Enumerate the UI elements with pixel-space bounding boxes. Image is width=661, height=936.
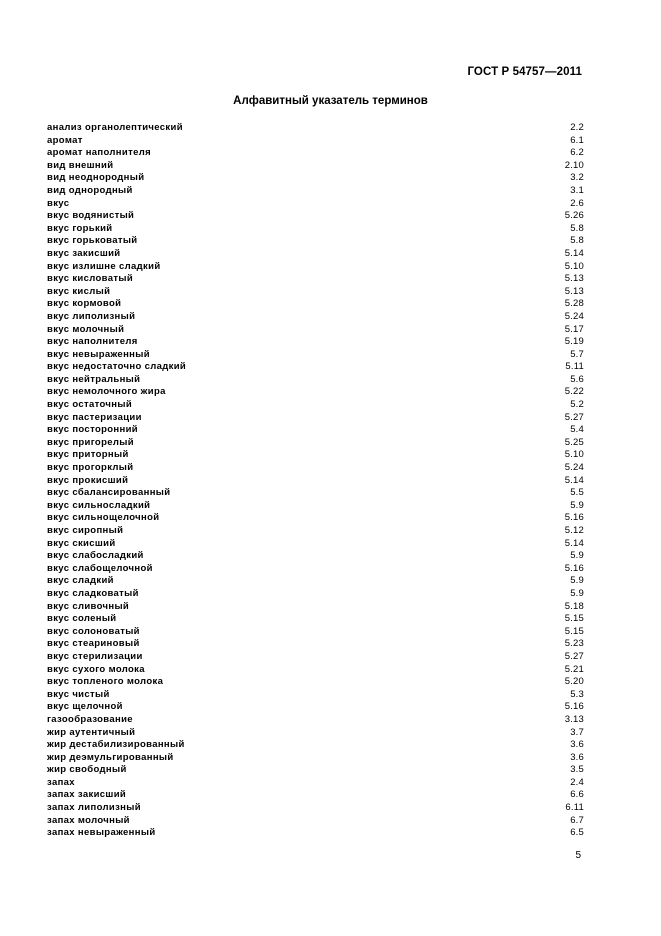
index-term: вкус пригорелый — [47, 436, 134, 448]
index-term: вкус соленый — [47, 613, 117, 625]
index-entry — [47, 172, 584, 185]
index-term: вкус закисший — [47, 247, 121, 259]
index-reference: 5.15 — [564, 625, 584, 637]
index-term: вид внешний — [47, 159, 114, 171]
index-reference: 5.28 — [564, 298, 584, 310]
index-entry — [47, 298, 584, 311]
index-reference: 5.22 — [564, 386, 584, 398]
index-term: вкус кормовой — [47, 298, 122, 310]
index-entry — [47, 500, 584, 513]
index-reference: 5.21 — [564, 663, 584, 675]
index-reference: 6.7 — [570, 814, 584, 826]
index-reference: 5.13 — [564, 273, 584, 285]
index-reference: 5.14 — [564, 247, 584, 259]
index-term: вкус нейтральный — [47, 373, 141, 385]
index-term: вкус сладкий — [47, 575, 114, 587]
index-term: вкус сладковатый — [47, 587, 139, 599]
index-term: вкус — [47, 197, 70, 209]
standard-number: ГОСТ Р 54757—2011 — [467, 66, 582, 78]
index-term: вкус кислый — [47, 285, 111, 297]
index-entry — [47, 525, 584, 538]
index-entry — [47, 651, 584, 664]
index-reference: 3.13 — [564, 713, 584, 725]
index-term: вкус посторонний — [47, 424, 138, 436]
index-reference: 5.9 — [570, 550, 584, 562]
index-term: вкус невыраженный — [47, 348, 150, 360]
index-entry — [47, 815, 584, 828]
page-title: Алфавитный указатель терминов — [233, 95, 428, 107]
index-reference: 5.14 — [564, 474, 584, 486]
index-reference: 5.9 — [570, 575, 584, 587]
index-reference: 5.24 — [564, 310, 584, 322]
index-term: вкус наполнителя — [47, 336, 138, 348]
index-term: вкус сильносладкий — [47, 499, 151, 511]
index-term: вкус излишне сладкий — [47, 260, 161, 272]
index-entry — [47, 777, 584, 790]
index-term: вкус молочный — [47, 323, 125, 335]
index-reference: 2.6 — [570, 197, 584, 209]
index-entry — [47, 538, 584, 551]
index-reference: 5.15 — [564, 613, 584, 625]
index-entry — [47, 563, 584, 576]
index-reference: 5.27 — [564, 650, 584, 662]
index-entry — [47, 664, 584, 677]
index-term: вкус щелочной — [47, 701, 123, 713]
index-reference: 3.7 — [570, 726, 584, 738]
index-term: вкус водянистый — [47, 210, 135, 222]
index-entry — [47, 210, 584, 223]
index-term: жир деэмульгированный — [47, 751, 174, 763]
index-reference: 5.6 — [570, 373, 584, 385]
index-reference: 2.10 — [564, 159, 584, 171]
index-reference: 3.6 — [570, 739, 584, 751]
index-reference: 3.1 — [570, 184, 584, 196]
index-reference: 5.2 — [570, 399, 584, 411]
index-term: вкус сбалансированный — [47, 487, 171, 499]
index-term: запах — [47, 776, 75, 788]
index-entry — [47, 248, 584, 261]
index-term: вкус солоноватый — [47, 625, 140, 637]
index-term: запах молочный — [47, 814, 130, 826]
index-term: вкус сливочный — [47, 600, 130, 612]
index-reference: 5.3 — [570, 688, 584, 700]
index-entry — [47, 449, 584, 462]
index-entry — [47, 827, 584, 840]
index-entry — [47, 575, 584, 588]
index-reference: 5.27 — [564, 411, 584, 423]
index-entry — [47, 789, 584, 802]
index-entry — [47, 235, 584, 248]
index-entry — [47, 261, 584, 274]
index-term: вкус липолизный — [47, 310, 136, 322]
index-term: аромат наполнителя — [47, 147, 151, 159]
index-reference: 5.7 — [570, 348, 584, 360]
index-reference: 5.10 — [564, 449, 584, 461]
index-term: вкус стеариновый — [47, 638, 140, 650]
index-reference: 5.16 — [564, 701, 584, 713]
index-reference: 5.12 — [564, 525, 584, 536]
index-term: вкус недостаточно сладкий — [47, 361, 187, 373]
index-entry — [47, 311, 584, 324]
index-reference: 6.2 — [570, 147, 584, 159]
index-entry — [47, 386, 584, 399]
index-term: вкус горьковатый — [47, 235, 138, 247]
index-term: запах закисший — [47, 789, 127, 801]
index-term: вкус стерилизации — [47, 650, 143, 662]
index-reference: 5.13 — [564, 285, 584, 297]
index-reference: 5.16 — [564, 562, 584, 574]
index-term: вкус слабощелочной — [47, 562, 153, 574]
index-entry — [47, 626, 584, 639]
index-reference: 5.20 — [564, 676, 584, 688]
index-term: газообразование — [47, 713, 133, 725]
index-entry — [47, 374, 584, 387]
index-reference: 5.23 — [564, 638, 584, 650]
index-reference: 2.4 — [570, 776, 584, 788]
index-reference: 5.26 — [564, 210, 584, 222]
index-entry — [47, 802, 584, 815]
index-term: вкус приторный — [47, 449, 129, 461]
index-reference: 5.25 — [564, 436, 584, 448]
index-term: вкус чистый — [47, 688, 110, 700]
index-term: вкус горький — [47, 222, 113, 234]
index-term: вкус топленого молока — [47, 676, 164, 688]
index-entry — [47, 601, 584, 614]
index-entry — [47, 286, 584, 299]
index-entry — [47, 676, 584, 689]
index-term: вкус прогорклый — [47, 462, 134, 474]
index-reference: 5.16 — [564, 512, 584, 524]
index-term: вкус слабосладкий — [47, 550, 144, 562]
index-term: вкус прокисший — [47, 474, 129, 486]
index-entry — [47, 185, 584, 198]
index-entry — [47, 475, 584, 488]
index-reference: 5.18 — [564, 600, 584, 612]
index-term: вид неоднородный — [47, 172, 145, 184]
index-term: запах липолизный — [47, 802, 141, 814]
index-entry — [47, 714, 584, 727]
index-reference: 5.14 — [564, 537, 584, 549]
index-entry — [47, 638, 584, 651]
index-entry — [47, 512, 584, 525]
index-entry — [47, 739, 584, 752]
index-reference: 5.24 — [564, 462, 584, 474]
index-term: вкус сиропный — [47, 525, 124, 536]
index-entry — [47, 198, 584, 211]
index-reference: 6.5 — [570, 827, 584, 839]
index-term: вкус скисший — [47, 537, 116, 549]
index-reference: 6.1 — [570, 134, 584, 146]
index-term: вкус немолочного жира — [47, 386, 166, 398]
index-term: запах невыраженный — [47, 827, 156, 839]
index-reference: 5.9 — [570, 587, 584, 599]
index-entry — [47, 412, 584, 425]
index-reference: 5.11 — [565, 361, 584, 373]
page-number: 5 — [575, 850, 581, 861]
index-reference: 5.10 — [564, 260, 584, 272]
index-term: вкус сухого молока — [47, 663, 145, 675]
index-entry — [47, 424, 584, 437]
terms-index-list — [47, 122, 584, 840]
index-term: жир свободный — [47, 764, 127, 776]
index-entry — [47, 336, 584, 349]
index-term: вкус остаточный — [47, 399, 133, 411]
index-term: анализ органолептический — [47, 122, 183, 133]
index-entry — [47, 462, 584, 475]
index-entry — [47, 701, 584, 714]
index-reference: 5.5 — [570, 487, 584, 499]
index-entry — [47, 588, 584, 601]
index-entry — [47, 349, 584, 362]
index-reference: 3.5 — [570, 764, 584, 776]
index-reference: 3.6 — [570, 751, 584, 763]
index-entry — [47, 399, 584, 412]
index-entry — [47, 273, 584, 286]
index-term: вид однородный — [47, 184, 133, 196]
index-reference: 6.11 — [565, 802, 584, 814]
index-term: жир аутентичный — [47, 726, 136, 738]
index-term: вкус сильнощелочной — [47, 512, 160, 524]
index-reference: 3.2 — [570, 172, 584, 184]
index-entry — [47, 147, 584, 160]
index-entry — [47, 764, 584, 777]
index-entry — [47, 223, 584, 236]
index-reference: 5.8 — [570, 222, 584, 234]
index-term: вкус пастеризации — [47, 411, 142, 423]
index-entry — [47, 752, 584, 765]
index-reference: 6.6 — [570, 789, 584, 801]
index-entry — [47, 160, 584, 173]
index-entry — [47, 613, 584, 626]
index-entry — [47, 487, 584, 500]
index-entry — [47, 361, 584, 374]
index-term: вкус кисловатый — [47, 273, 134, 285]
index-term: аромат — [47, 134, 83, 146]
index-reference: 5.4 — [570, 424, 584, 436]
index-entry — [47, 122, 584, 135]
index-entry — [47, 324, 584, 337]
index-entry — [47, 135, 584, 148]
index-entry — [47, 437, 584, 450]
index-reference: 2.2 — [570, 122, 584, 133]
index-reference: 5.17 — [564, 323, 584, 335]
index-entry — [47, 727, 584, 740]
index-entry — [47, 689, 584, 702]
index-term: жир дестабилизированный — [47, 739, 185, 751]
index-entry — [47, 550, 584, 563]
index-reference: 5.8 — [570, 235, 584, 247]
index-reference: 5.9 — [570, 499, 584, 511]
index-reference: 5.19 — [564, 336, 584, 348]
